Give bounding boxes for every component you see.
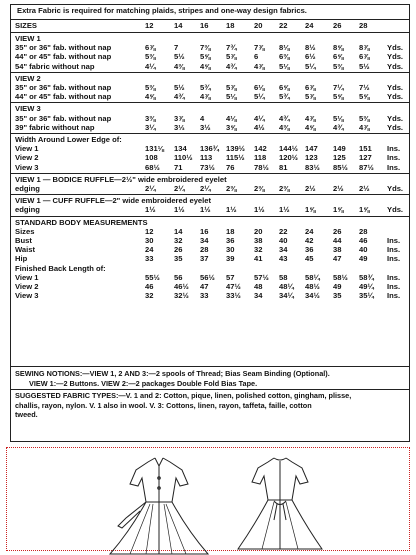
row-label: Hip: [15, 254, 28, 264]
value-cell: 6½: [305, 52, 316, 62]
sewing-notions-line: SEWING NOTIONS:—VIEW 1, 2 AND 3:—2 spools of Thread; Bias Seam Binding (Optional).: [15, 369, 330, 378]
value-cell: 4⅞: [254, 61, 265, 71]
value-cell: 5⅜: [359, 113, 370, 123]
view-title: VIEW 1: [15, 34, 41, 43]
unit-label: Yds.: [387, 61, 404, 71]
value-cell: 56½: [200, 272, 215, 282]
value-cell: 40: [359, 245, 368, 255]
value-cell: 34: [254, 291, 263, 301]
value-cell: 32: [174, 236, 183, 245]
unit-label: Yds.: [387, 184, 404, 193]
divider: [11, 102, 409, 103]
value-cell: 18: [226, 226, 235, 236]
value-cell: 76: [226, 162, 235, 172]
value-cell: 38: [333, 245, 342, 255]
value-cell: 144½: [279, 144, 299, 154]
value-cell: 5¾: [200, 83, 211, 92]
value-cell: 113: [200, 153, 213, 163]
row-label: View 3: [15, 162, 39, 172]
value-cell: 6⅞: [359, 52, 370, 62]
value-cell: 4¼: [254, 113, 265, 123]
size-header: 14: [174, 21, 183, 30]
section-title: VIEW 1 — BODICE RUFFLE—2½" wide embroidered eyelet: [15, 174, 227, 184]
value-cell: 43: [279, 254, 288, 264]
fabric-types-line: tweed.: [15, 410, 38, 419]
value-cell: 5½: [174, 52, 185, 62]
value-cell: 45: [305, 254, 314, 264]
value-cell: 30: [226, 245, 235, 255]
value-cell: 6: [254, 52, 259, 62]
value-cell: 81: [279, 162, 288, 172]
value-cell: 85½: [333, 162, 348, 172]
row-label: 35" or 36" fab. without nap: [15, 43, 112, 53]
value-cell: 5⅝: [359, 92, 370, 102]
row-label: View 2: [15, 153, 39, 163]
value-cell: 49: [359, 254, 368, 264]
value-cell: 2½: [359, 184, 370, 193]
unit-label: Ins.: [387, 245, 401, 255]
divider: [11, 389, 409, 390]
value-cell: 6⅝: [279, 83, 290, 92]
value-cell: 48½: [305, 282, 320, 291]
value-cell: 37: [200, 254, 209, 264]
value-cell: 5¼: [254, 92, 265, 102]
value-cell: 48: [254, 282, 263, 291]
row-label: 39" fabric without nap: [15, 122, 95, 132]
value-cell: 6⅞: [145, 43, 156, 53]
value-cell: 4⅝: [145, 92, 156, 102]
value-cell: 4⅝: [305, 122, 316, 132]
unit-label: Ins.: [387, 162, 401, 172]
value-cell: 3⅜: [145, 113, 156, 123]
row-label: 44" or 45" fab. without nap: [15, 92, 112, 102]
value-cell: 47: [333, 254, 342, 264]
value-cell: 8⅝: [333, 43, 344, 53]
row-label: View 1: [15, 272, 39, 282]
value-cell: 28: [359, 226, 368, 236]
value-cell: 1½: [200, 205, 211, 215]
row-label: View 2: [15, 282, 39, 291]
value-cell: 35¼: [359, 291, 374, 301]
size-header: 28: [359, 21, 368, 30]
sewing-notions-line: VIEW 1:—2 Buttons. VIEW 2:—2 packages Double Fold Bias Tape.: [29, 378, 258, 388]
size-header: 24: [305, 21, 314, 30]
fabric-types-line: challis, rayon, nylon. V. 1 also in wool. V. 3: Cottons, linen, rayon, taffeta, faille, cotton: [15, 400, 312, 410]
value-cell: 14: [174, 226, 183, 236]
row-label: 44" or 45" fab. without nap: [15, 52, 112, 62]
value-cell: 8⅛: [279, 43, 290, 53]
divider: [11, 72, 409, 73]
row-label: View 1: [15, 144, 39, 154]
divider: [11, 19, 409, 20]
size-header: 26: [333, 21, 342, 30]
value-cell: 5⅞: [226, 52, 237, 62]
unit-label: Yds.: [387, 205, 404, 215]
value-cell: 118: [254, 153, 267, 163]
row-label: edging: [15, 205, 40, 215]
unit-label: Ins.: [387, 144, 401, 154]
value-cell: 1⅝: [305, 205, 316, 215]
row-label: 35" or 36" fab. without nap: [15, 113, 112, 123]
value-cell: 3½: [200, 122, 211, 132]
value-cell: 22: [279, 226, 288, 236]
value-cell: 2¼: [200, 184, 211, 193]
value-cell: 26: [174, 245, 183, 255]
value-cell: 4½: [254, 122, 265, 132]
value-cell: 4⅝: [200, 61, 211, 71]
unit-label: Ins.: [387, 282, 401, 291]
value-cell: 33½: [226, 291, 241, 301]
unit-label: Yds.: [387, 52, 404, 62]
value-cell: 5½: [359, 61, 370, 71]
unit-label: Yds.: [387, 122, 404, 132]
value-cell: 35: [333, 291, 342, 301]
value-cell: 6⅛: [254, 83, 265, 92]
value-cell: 5⅜: [145, 52, 156, 62]
divider: [11, 173, 409, 174]
value-cell: 5⅝: [333, 92, 344, 102]
value-cell: 34: [200, 236, 209, 245]
value-cell: 6⅞: [305, 83, 316, 92]
value-cell: 4¾: [226, 61, 237, 71]
value-cell: 149: [333, 144, 346, 154]
value-cell: 3⅝: [226, 122, 237, 132]
value-cell: 83½: [305, 162, 320, 172]
header-note-row: [11, 6, 409, 18]
value-cell: 120½: [279, 153, 299, 163]
value-cell: 5⅞: [305, 92, 316, 102]
value-cell: 24: [145, 245, 154, 255]
divider: [11, 133, 409, 134]
sizes-label: SIZES: [15, 21, 37, 30]
value-cell: 127: [359, 153, 372, 163]
section-title: STANDARD BODY MEASUREMENTS: [15, 217, 148, 227]
value-cell: 36: [305, 245, 314, 255]
unit-label: Ins.: [387, 153, 401, 163]
value-cell: 34: [279, 245, 288, 255]
value-cell: 2½: [333, 184, 344, 193]
value-cell: 58: [279, 272, 288, 282]
value-cell: 7: [174, 43, 179, 53]
value-cell: 38: [254, 236, 263, 245]
size-header: 20: [254, 21, 263, 30]
value-cell: 8½: [305, 43, 316, 53]
value-cell: 1½: [254, 205, 265, 215]
value-cell: 5⅜: [145, 83, 156, 92]
value-cell: 1½: [279, 205, 290, 215]
row-label: Waist: [15, 245, 35, 255]
value-cell: 2½: [305, 184, 316, 193]
row-label: edging: [15, 184, 40, 193]
value-cell: 12: [145, 226, 154, 236]
value-cell: 68½: [145, 162, 160, 172]
value-cell: 78½: [254, 162, 269, 172]
value-cell: 2¼: [145, 184, 156, 193]
value-cell: 1⅝: [359, 205, 370, 215]
sewing-notions: [15, 369, 405, 388]
value-cell: 4⅞: [200, 92, 211, 102]
value-cell: 4¼: [145, 61, 156, 71]
value-cell: 1½: [226, 205, 237, 215]
value-cell: 7½: [359, 83, 370, 92]
value-cell: 5½: [174, 83, 185, 92]
value-cell: 5⅝: [200, 52, 211, 62]
value-cell: 42: [305, 236, 314, 245]
value-cell: 49¼: [359, 282, 374, 291]
view-title: VIEW 3: [15, 104, 41, 114]
value-cell: 35: [174, 254, 183, 264]
value-cell: 49: [333, 282, 342, 291]
size-header: 18: [226, 21, 235, 30]
row-label: View 3: [15, 291, 39, 301]
value-cell: 7¾: [226, 43, 237, 53]
divider: [11, 366, 409, 367]
value-cell: 41: [254, 254, 263, 264]
value-cell: 26: [333, 226, 342, 236]
value-cell: 5⅛: [333, 113, 344, 123]
value-cell: 71: [174, 162, 183, 172]
value-cell: 58¼: [305, 272, 320, 282]
value-cell: 108: [145, 153, 158, 163]
value-cell: 4⅞: [359, 122, 370, 132]
value-cell: 73½: [200, 162, 215, 172]
value-cell: 30: [145, 236, 154, 245]
value-cell: 7¼: [333, 83, 344, 92]
size-header: 16: [200, 21, 209, 30]
value-cell: 32: [254, 245, 263, 255]
value-cell: 3¼: [145, 122, 156, 132]
value-cell: 47½: [226, 282, 241, 291]
value-cell: 4¾: [174, 92, 185, 102]
value-cell: 87½: [359, 162, 374, 172]
value-cell: 4⅛: [226, 113, 237, 123]
value-cell: 6⅜: [279, 52, 290, 62]
value-cell: 28: [200, 245, 209, 255]
section-title: VIEW 1 — CUFF RUFFLE—2" wide embroidered eyelet: [15, 196, 212, 206]
fabric-types: [15, 391, 405, 420]
divider: [11, 32, 409, 33]
value-cell: 4: [200, 113, 205, 123]
value-cell: 115½: [226, 153, 245, 163]
value-cell: 1½: [145, 205, 156, 215]
row-label: Bust: [15, 236, 32, 245]
unit-label: Ins.: [387, 291, 401, 301]
value-cell: 1½: [174, 205, 185, 215]
value-cell: 3⅓: [174, 122, 185, 132]
row-label: Sizes: [15, 226, 35, 236]
value-cell: 46½: [174, 282, 189, 291]
value-cell: 34½: [305, 291, 320, 301]
value-cell: 24: [305, 226, 314, 236]
value-cell: 32½: [174, 291, 189, 301]
section-title: Finished Back Length of:: [15, 263, 106, 273]
value-cell: 46: [145, 282, 154, 291]
divider: [11, 194, 409, 195]
value-cell: 147: [305, 144, 318, 154]
value-cell: 134: [174, 144, 187, 154]
unit-label: Yds.: [387, 92, 404, 102]
value-cell: 5⅞: [226, 83, 237, 92]
value-cell: 8⅞: [359, 43, 370, 53]
value-cell: 33: [145, 254, 154, 264]
value-cell: 1⅝: [333, 205, 344, 215]
value-cell: 110½: [174, 153, 193, 163]
section-title: Width Around Lower Edge of:: [15, 135, 122, 144]
value-cell: 4⅜: [279, 122, 290, 132]
value-cell: 5¼: [305, 61, 316, 71]
value-cell: 46: [359, 236, 368, 245]
divider: [11, 216, 409, 217]
size-header: 12: [145, 21, 154, 30]
value-cell: 6⅝: [333, 52, 344, 62]
value-cell: 34¼: [279, 291, 294, 301]
value-cell: 142: [254, 144, 267, 154]
value-cell: 47: [200, 282, 209, 291]
value-cell: 3⅞: [174, 113, 185, 123]
value-cell: 4⅜: [174, 61, 185, 71]
value-cell: 5⅛: [226, 92, 237, 102]
size-header: 22: [279, 21, 288, 30]
value-cell: 139½: [226, 144, 246, 154]
value-cell: 136¾: [200, 144, 220, 154]
value-cell: 131⅛: [145, 144, 165, 154]
pattern-yardage-chart: [10, 4, 410, 442]
unit-label: Ins.: [387, 236, 401, 245]
value-cell: 7⅞: [254, 43, 265, 53]
value-cell: 57: [226, 272, 235, 282]
row-label: 35" or 36" fab. without nap: [15, 83, 112, 92]
unit-label: Ins.: [387, 272, 401, 282]
fabric-types-line: SUGGESTED FABRIC TYPES:—V. 1 and 2: Cotton, pique, linen, polished cotton, gingham, plisse,: [15, 391, 352, 400]
value-cell: 5⅛: [279, 61, 290, 71]
value-cell: 57½: [254, 272, 269, 282]
unit-label: Yds.: [387, 43, 404, 53]
value-cell: 32: [145, 291, 154, 301]
header-note: Extra Fabric is required for matching plaids, stripes and one-way design fabrics.: [17, 6, 307, 15]
value-cell: 48¼: [279, 282, 294, 291]
unit-label: Yds.: [387, 113, 404, 123]
value-cell: 4¾: [279, 113, 290, 123]
value-cell: 33: [200, 291, 209, 301]
value-cell: 4¾: [333, 122, 344, 132]
value-cell: 58½: [333, 272, 348, 282]
value-cell: 2⅜: [254, 184, 265, 193]
unit-label: Ins.: [387, 254, 401, 264]
value-cell: 2¼: [174, 184, 185, 193]
value-cell: 123: [305, 153, 318, 163]
value-cell: 4⅞: [305, 113, 316, 123]
row-label: 54" fabric without nap: [15, 61, 95, 71]
value-cell: 44: [333, 236, 342, 245]
value-cell: 5⅜: [333, 61, 344, 71]
value-cell: 2⅜: [226, 184, 237, 193]
value-cell: 58¾: [359, 272, 374, 282]
value-cell: 7⅜: [200, 43, 211, 53]
dress-back-illustration: [230, 456, 330, 551]
value-cell: 36: [226, 236, 235, 245]
value-cell: 20: [254, 226, 263, 236]
unit-label: Yds.: [387, 83, 404, 92]
value-cell: 40: [279, 236, 288, 245]
view-title: VIEW 2: [15, 73, 41, 83]
value-cell: 5¾: [279, 92, 290, 102]
value-cell: 2⅜: [279, 184, 290, 193]
value-cell: 55½: [145, 272, 160, 282]
value-cell: 151: [359, 144, 372, 154]
value-cell: 125: [333, 153, 346, 163]
value-cell: 16: [200, 226, 209, 236]
value-cell: 39: [226, 254, 235, 264]
dress-front-illustration: [100, 456, 220, 555]
value-cell: 56: [174, 272, 183, 282]
